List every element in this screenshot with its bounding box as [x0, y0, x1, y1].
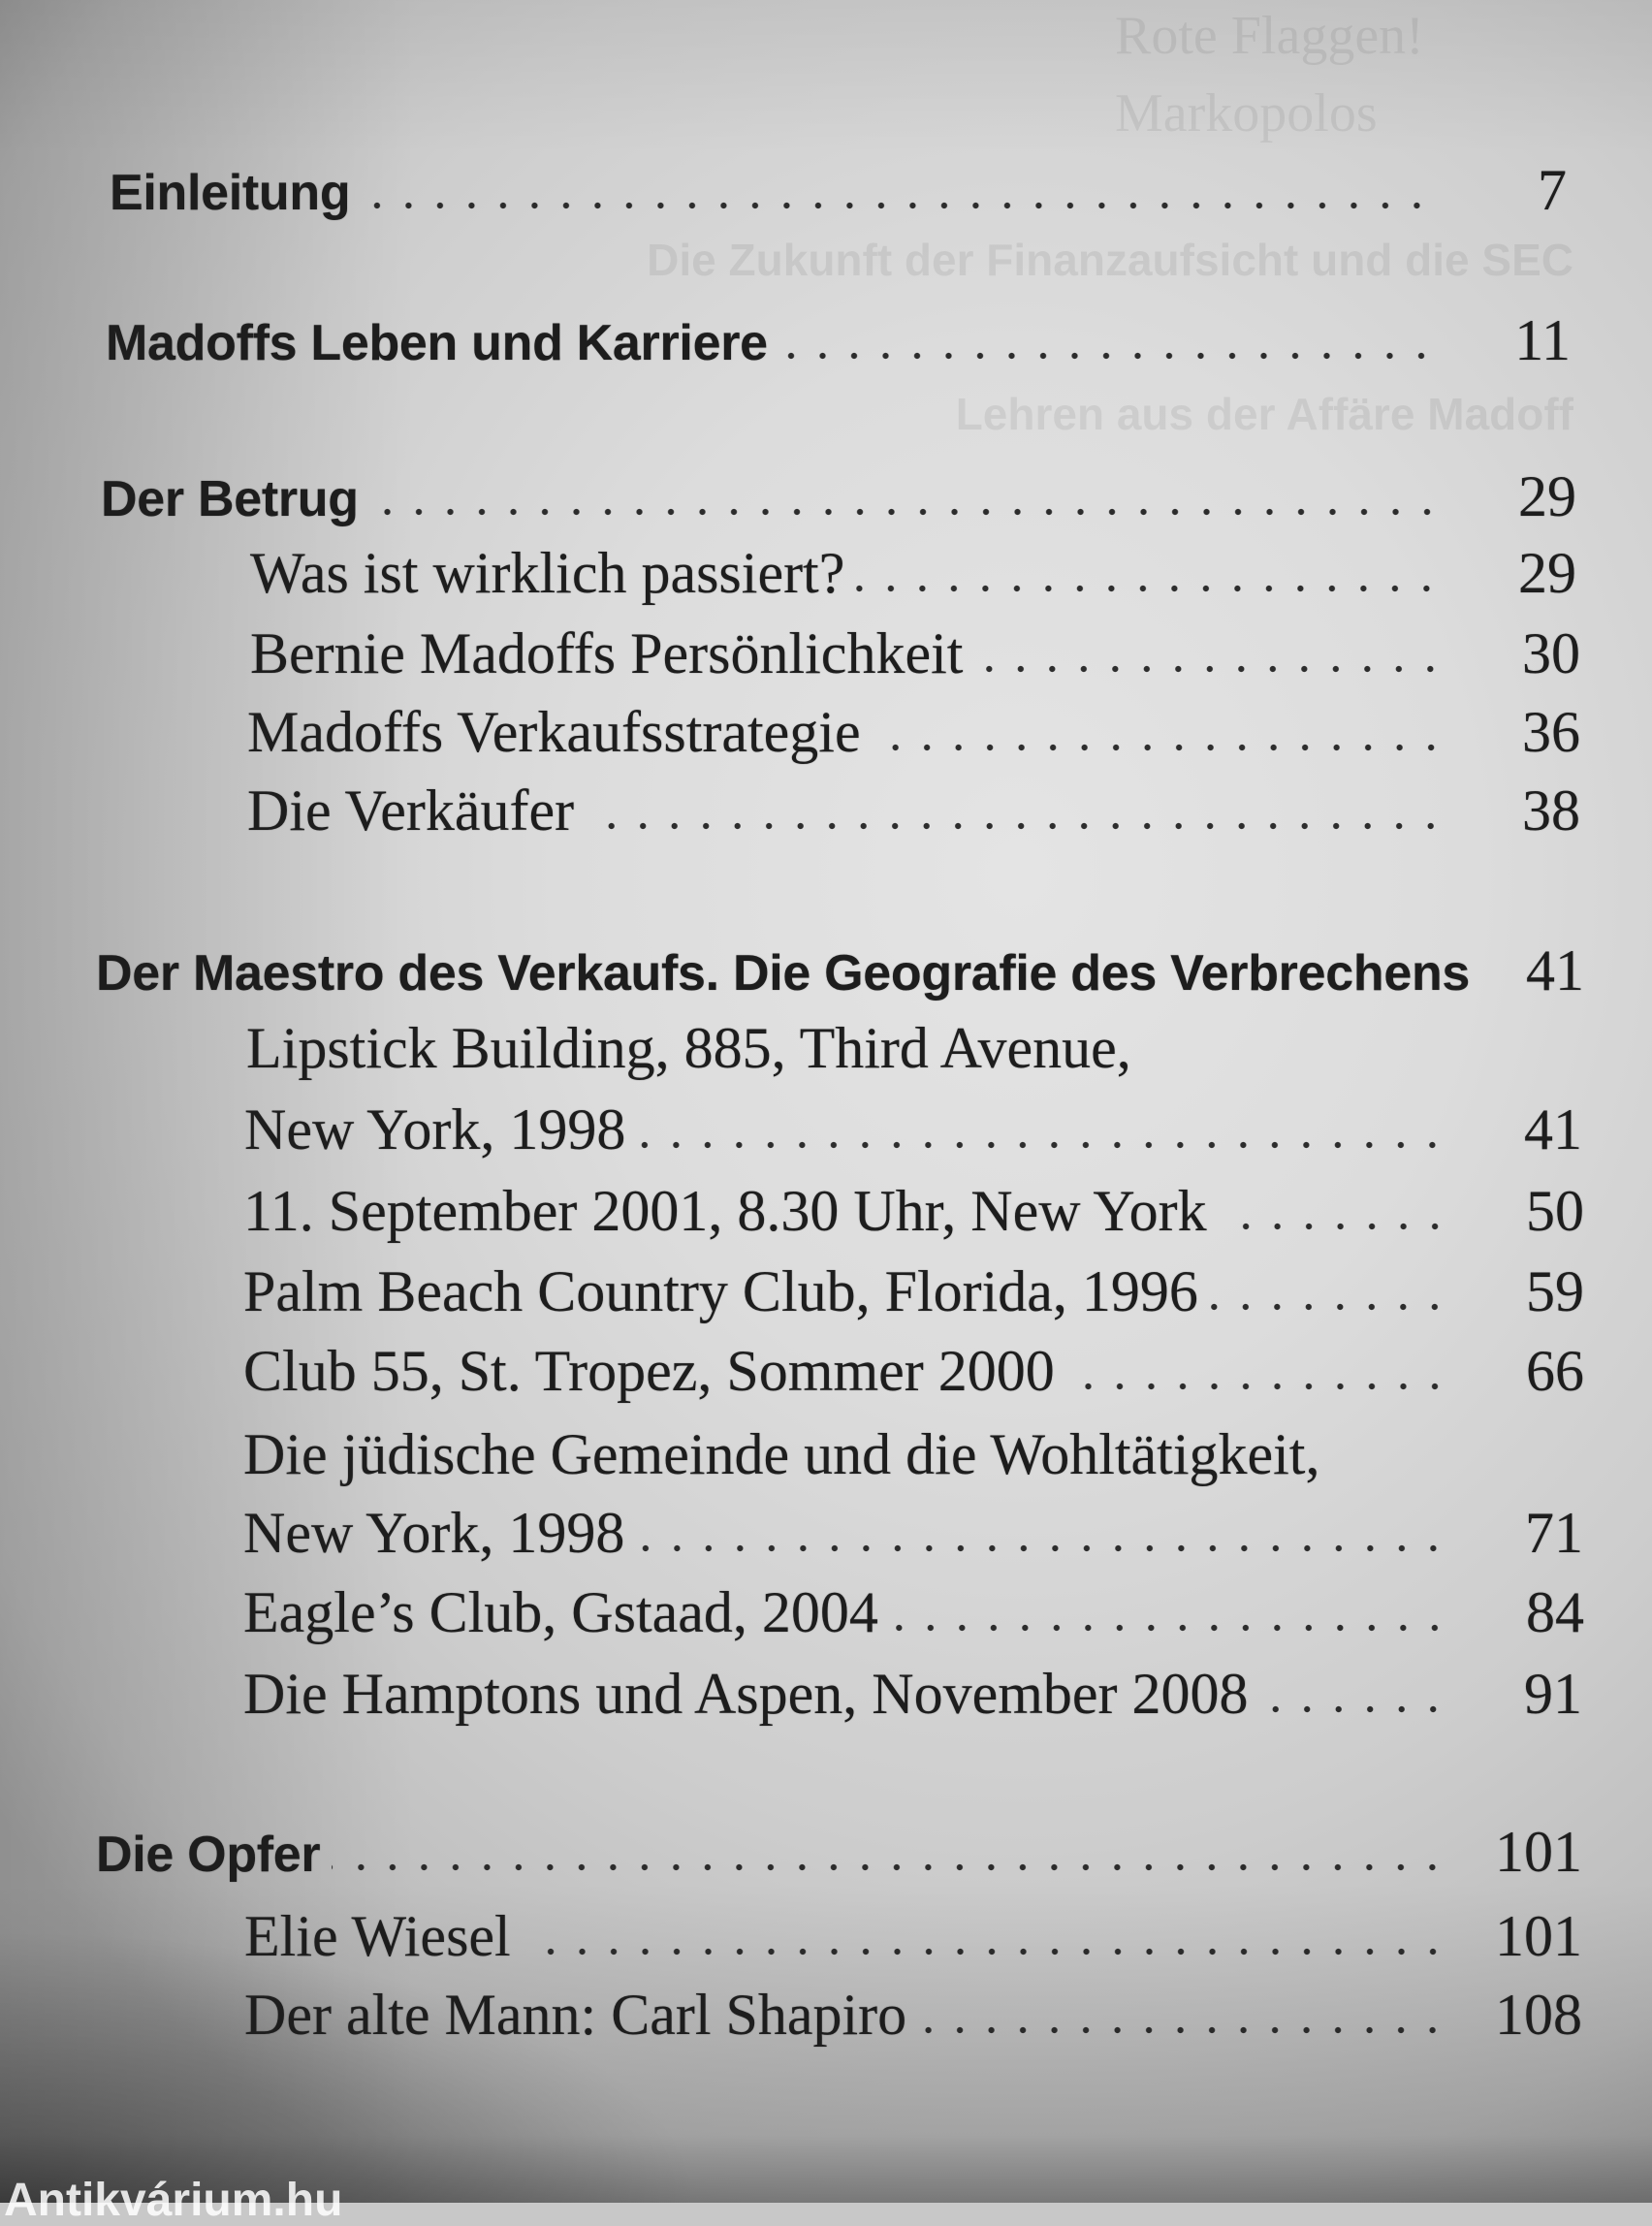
dot-leader [1210, 1303, 1450, 1311]
section-page-number: 84 [1526, 1580, 1584, 1644]
section-page-number: 41 [1524, 1097, 1582, 1161]
toc-section-row [243, 1494, 1583, 1572]
section-title: Palm Beach Country Club, Florida, 1996 [243, 1259, 1198, 1323]
section-page-number: 50 [1526, 1179, 1584, 1243]
section-page-number: 30 [1522, 621, 1580, 685]
section-page-number: 66 [1526, 1339, 1584, 1403]
toc-section-row [244, 1897, 1582, 1975]
dot-leader [890, 1624, 1450, 1632]
toc-section-row [244, 1091, 1582, 1168]
section-title-line: Lipstick Building, 885, Third Avenue, [246, 1016, 1131, 1080]
chapter-title: Einleitung [110, 165, 351, 221]
section-title: 11. September 2001, 8.30 Uhr, New York [243, 1179, 1207, 1243]
section-title: Was ist wirklich passiert? [250, 541, 845, 605]
chapter-page-number: 7 [1538, 158, 1567, 222]
toc-chapter-row [110, 151, 1567, 232]
dot-leader [974, 665, 1446, 673]
dot-leader [586, 822, 1446, 830]
dot-leader [370, 508, 1443, 516]
section-title-line: New York, 1998 [243, 1501, 625, 1565]
section-page-number: 59 [1526, 1259, 1584, 1323]
show-through-text: Die Zukunft der Finanzaufsicht und die SEC [647, 235, 1573, 285]
dot-leader [873, 744, 1446, 751]
chapter-page-number: 11 [1514, 308, 1571, 372]
section-page-number: 71 [1525, 1501, 1583, 1565]
dot-leader [332, 1863, 1448, 1871]
toc-section-row [247, 693, 1580, 771]
section-page-number: 91 [1524, 1662, 1582, 1726]
dot-leader [1066, 1383, 1450, 1390]
dot-leader [523, 1948, 1448, 1956]
section-page-number: 108 [1495, 1983, 1582, 2047]
chapter-page-number: 41 [1526, 938, 1584, 1002]
section-title: Madoffs Verkaufsstrategie [247, 700, 861, 764]
show-through-text: Lehren aus der Affäre Madoff [955, 389, 1573, 439]
toc-chapter-row [96, 932, 1584, 1012]
dot-leader [856, 585, 1443, 592]
toc-section-row [247, 772, 1580, 849]
section-title-line: Die jüdische Gemeinde und die Wohltätigkeit, [243, 1422, 1320, 1486]
show-through-text: Markopolos [1115, 83, 1378, 143]
section-page-number: 101 [1495, 1904, 1582, 1968]
dot-leader [637, 1141, 1448, 1149]
dot-leader [1260, 1705, 1448, 1713]
show-through-text: Rote Flaggen! [1115, 6, 1424, 66]
toc-section-row [243, 1253, 1584, 1330]
section-title: Elie Wiesel [244, 1904, 511, 1968]
dot-leader [362, 202, 1433, 209]
toc-section-row [243, 1332, 1584, 1410]
toc-section-row [250, 615, 1580, 692]
section-title: Eagle’s Club, Gstaad, 2004 [243, 1580, 878, 1644]
section-title: Bernie Madoffs Persönlichkeit [250, 621, 964, 685]
section-title: Die Verkäufer [247, 779, 575, 843]
toc-chapter-row [96, 1813, 1582, 1893]
dot-leader [636, 1544, 1449, 1552]
toc-section-row [246, 1009, 1131, 1087]
chapter-page-number: 29 [1518, 464, 1576, 528]
toc-section-row [243, 1574, 1584, 1651]
chapter-title: Der Maestro des Verkaufs. Die Geografie des Verbrechens [96, 945, 1471, 1002]
toc-chapter-row [101, 458, 1576, 538]
dot-leader [779, 352, 1437, 360]
toc-section-row [243, 1172, 1584, 1250]
toc-section-row [250, 534, 1576, 612]
toc-section-row [243, 1415, 1319, 1493]
section-title: Club 55, St. Tropez, Sommer 2000 [243, 1339, 1055, 1403]
toc-section-row [243, 1655, 1582, 1733]
chapter-page-number: 101 [1495, 1820, 1582, 1884]
section-page-number: 38 [1522, 779, 1580, 843]
section-page-number: 36 [1522, 700, 1580, 764]
section-title: Die Hamptons und Aspen, November 2008 [243, 1662, 1249, 1726]
section-title: Der alte Mann: Carl Shapiro [244, 1983, 907, 2047]
chapter-title: Madoffs Leben und Karriere [106, 315, 768, 371]
chapter-title: Der Betrug [101, 471, 359, 527]
dot-leader [918, 2026, 1448, 2034]
chapter-title: Die Opfer [96, 1827, 321, 1883]
toc-chapter-row [106, 302, 1571, 382]
dot-leader [1219, 1223, 1450, 1230]
section-title-line: New York, 1998 [244, 1097, 626, 1161]
section-page-number: 29 [1518, 541, 1576, 605]
watermark: Antikvárium.hu [4, 2175, 343, 2226]
toc-section-row [244, 1976, 1582, 2053]
